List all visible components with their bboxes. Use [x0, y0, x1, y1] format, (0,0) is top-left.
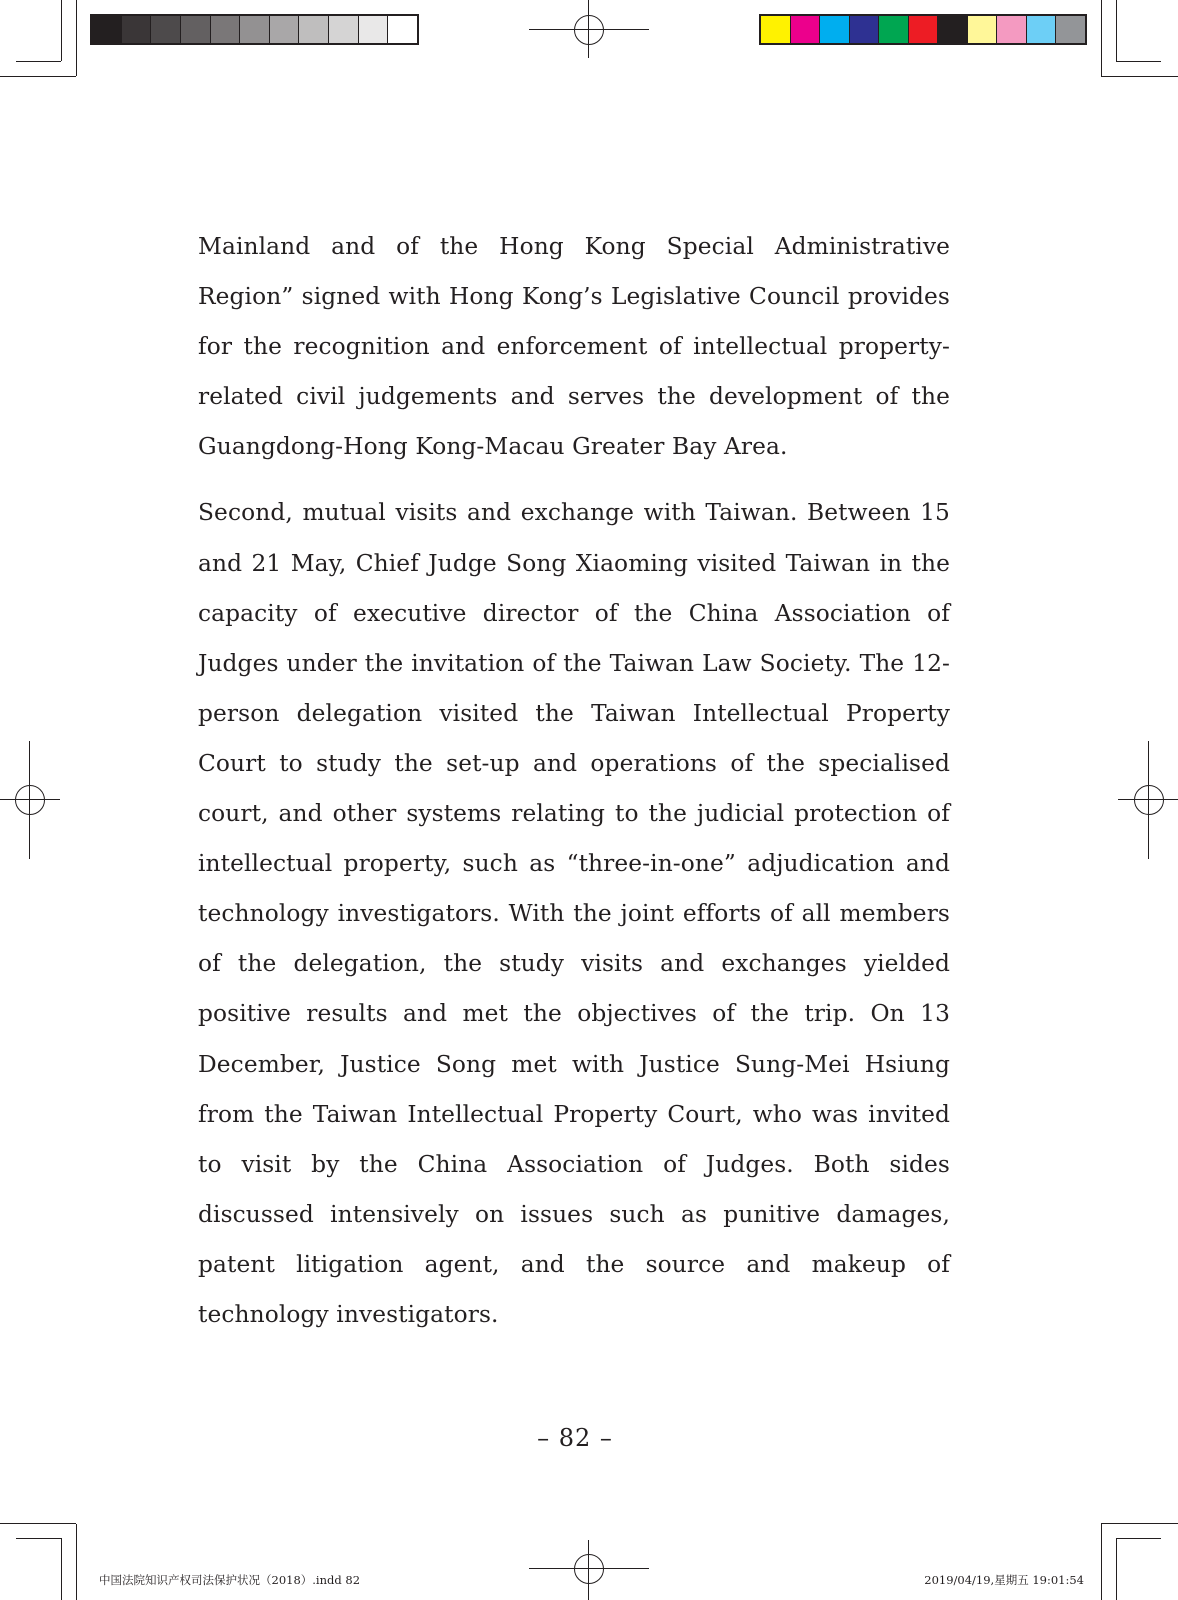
- color-swatch: [181, 16, 211, 43]
- crop-mark-bottom-right-horizontal: [1116, 1538, 1161, 1539]
- color-swatch: [938, 16, 968, 43]
- color-swatch: [909, 16, 939, 43]
- date-slug: 2019/04/19,星期五 19:01:54: [924, 1573, 1084, 1587]
- crop-mark-bottom-left-vertical: [76, 1524, 77, 1600]
- color-swatch: [270, 16, 300, 43]
- crop-mark-bottom-left-top: [0, 1523, 76, 1524]
- color-swatch: [820, 16, 850, 43]
- color-swatch: [1027, 16, 1057, 43]
- file-slug: 中国法院知识产权司法保护状况（2018）.indd 82: [99, 1573, 361, 1587]
- color-swatch: [761, 16, 791, 43]
- color-swatch: [879, 16, 909, 43]
- crop-mark-top-left-inner: [61, 0, 62, 61]
- color-swatch: [791, 16, 821, 43]
- crop-mark-top-left-vertical: [76, 0, 77, 76]
- crop-mark-top-right-vertical: [1101, 0, 1102, 76]
- crop-mark-top-right-horizontal: [1116, 61, 1161, 62]
- crop-mark-top-left-horizontal: [16, 61, 61, 62]
- color-swatch: [997, 16, 1027, 43]
- color-swatch: [240, 16, 270, 43]
- crop-mark-top-right-bottom: [1101, 76, 1178, 77]
- crop-mark-top-right-inner: [1116, 0, 1117, 61]
- paragraph: Second, mutual visits and exchange with Taiwan. Between 15 and 21 May, Chief Judge Song Xiaoming visited Taiwan in the capacity of executive director of the China Association of Judges under the invitation of the Taiwan Law Society. The 12-person delegation visited the Taiwan Intellectual Property Court to study the set-up and operations of the specialised court, and other systems relating to the judicial protection of intellectual property, such as “three-in-one” adjudication and technology investigators. With the joint efforts of all members of the delegation, the study visits and exchanges yielded positive results and met the objectives of the trip. On 13 December, Justice Song met with Justice Sung-Mei Hsiung from the Taiwan Intellectual Property Court, who was invited to visit by the China Association of Judges. Both sides discussed intensively on issues such as punitive damages, patent litigation agent, and the source and makeup of technology investigators.: [198, 499, 950, 1328]
- color-swatch: [968, 16, 998, 43]
- color-swatch: [211, 16, 241, 43]
- crop-mark-bottom-left-horizontal: [16, 1538, 61, 1539]
- body-text: [198, 222, 950, 1340]
- page-number: – 82 –: [537, 1424, 613, 1452]
- paragraph: Mainland and of the Hong Kong Special Administrative Region” signed with Hong Kong’s Legislative Council provides for the recognition and enforcement of intellectual property-related civil judgements and serves the development of the Guangdong-Hong Kong-Macau Greater Bay Area.: [198, 233, 950, 461]
- crop-mark-bottom-left-inner: [61, 1538, 62, 1600]
- color-swatch: [299, 16, 329, 43]
- color-swatch: [850, 16, 880, 43]
- color-swatch: [1056, 16, 1085, 43]
- crop-mark-bottom-right-vertical: [1101, 1524, 1102, 1600]
- color-swatch: [359, 16, 389, 43]
- color-swatch: [122, 16, 152, 43]
- color-swatch: [329, 16, 359, 43]
- grayscale-swatch-strip: [90, 14, 419, 45]
- crop-mark-top-left-bottom: [0, 76, 76, 77]
- color-swatch: [388, 16, 417, 43]
- crop-mark-bottom-right-inner: [1116, 1538, 1117, 1600]
- color-swatch-strip: [759, 14, 1087, 45]
- color-swatch: [151, 16, 181, 43]
- color-swatch: [92, 16, 122, 43]
- crop-mark-bottom-right-top: [1101, 1523, 1178, 1524]
